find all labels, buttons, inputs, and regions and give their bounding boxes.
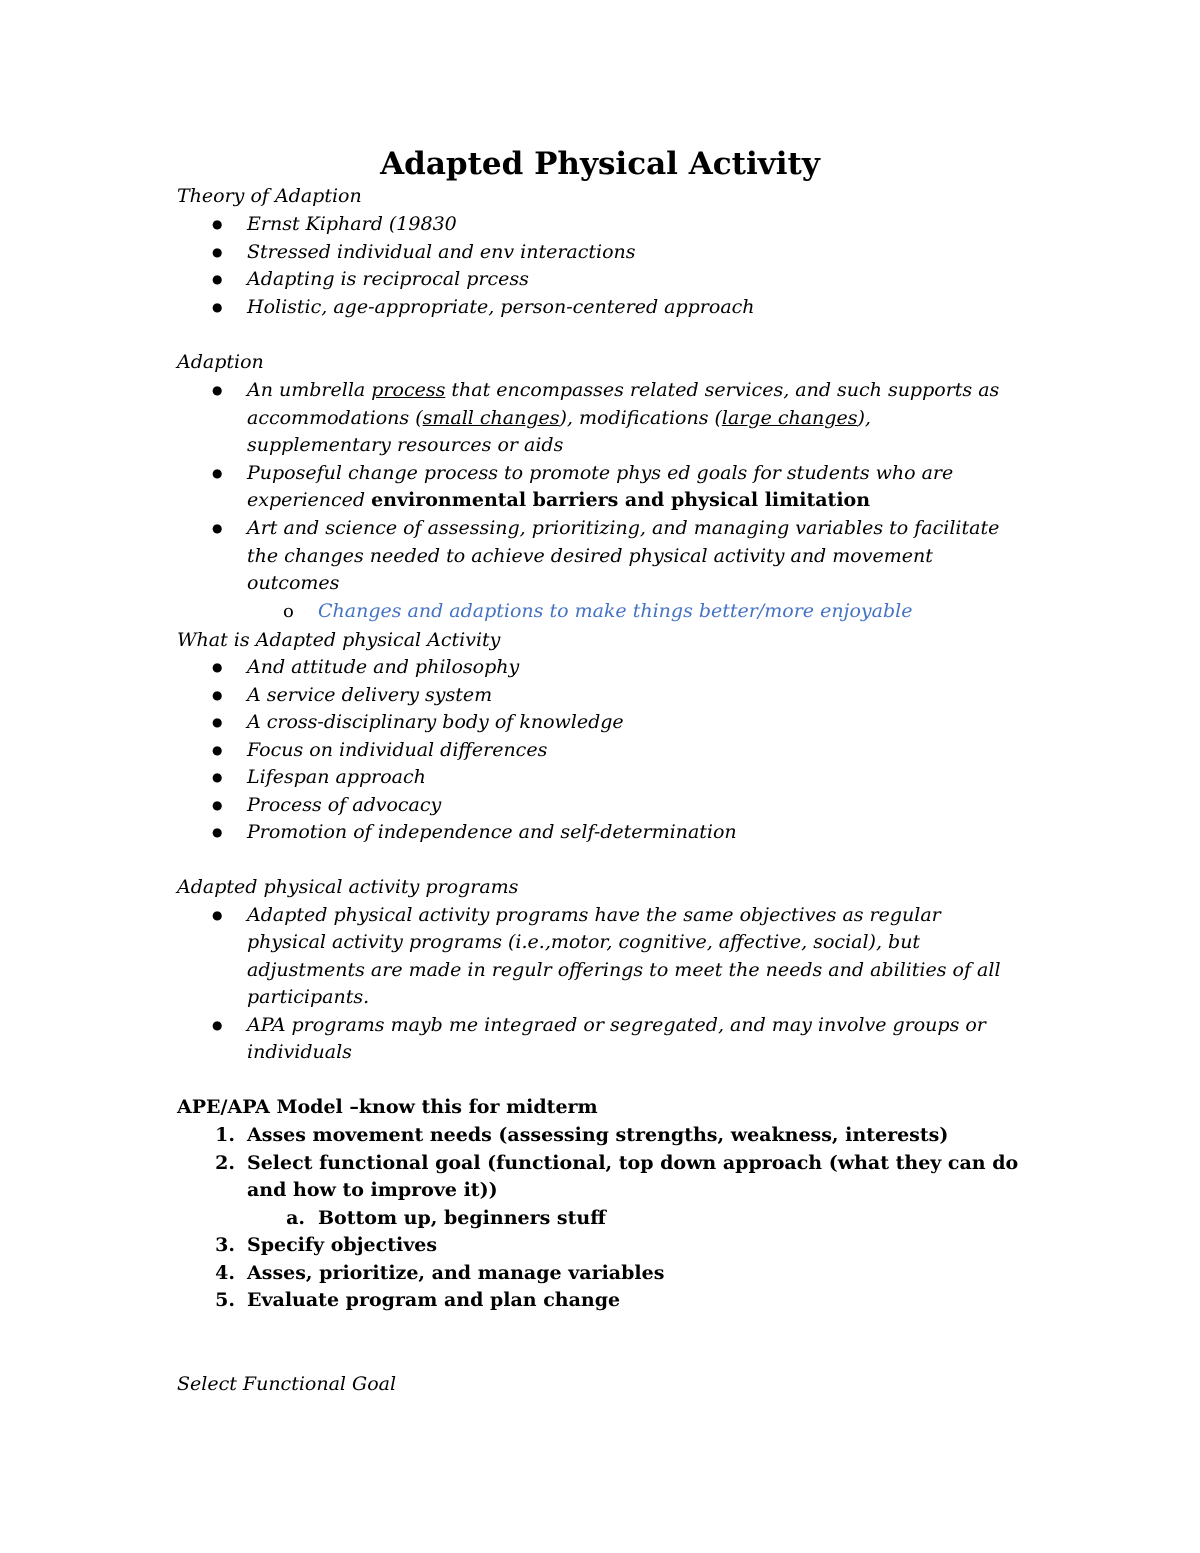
list-item-line: adjustments are made in regulr offerings to meet the needs and abilities of all (247, 959, 1001, 981)
list-number: 4. (215, 1262, 235, 1284)
list-item: Adapting is reciprocal prcess (247, 268, 529, 290)
bullet-icon: ● (212, 1018, 223, 1032)
bullet-icon: ● (212, 217, 223, 231)
numbered-item: Evaluate program and plan change (247, 1289, 621, 1311)
section-heading-adaption: Adaption (177, 351, 264, 373)
list-item: Stressed individual and env interactions (247, 241, 636, 263)
list-item: Focus on individual differences (247, 739, 548, 761)
underlined-text: process (371, 379, 446, 401)
list-item-line: Art and science of assessing, prioritizing, and managing variables to facilitate (247, 517, 1000, 539)
bullet-icon: ● (212, 743, 223, 757)
bullet-icon: ● (212, 300, 223, 314)
list-item-line: Adapted physical activity programs have the same objectives as regular (247, 904, 941, 926)
bullet-icon: ● (212, 688, 223, 702)
bullet-icon: ● (212, 770, 223, 784)
list-item: Promotion of independence and self-determination (247, 821, 737, 843)
bullet-icon: ● (212, 715, 223, 729)
list-letter: a. (286, 1207, 305, 1229)
bullet-icon: ● (212, 521, 223, 535)
list-number: 2. (215, 1152, 235, 1174)
numbered-item: Select functional goal (functional, top down approach (what they can do (247, 1152, 1019, 1174)
bullet-icon: ● (212, 272, 223, 286)
sub-list-item: Changes and adaptions to make things better/more enjoyable (318, 600, 913, 622)
list-item-line: outcomes (247, 572, 340, 594)
list-item-line: individuals (247, 1041, 352, 1063)
section-heading-model: APE/APA Model –know this for midterm (177, 1096, 598, 1118)
numbered-item-line: and how to improve it)) (247, 1179, 498, 1201)
section-heading-what-is: What is Adapted physical Activity (177, 629, 501, 651)
list-item-line: physical activity programs (i.e.,motor, cognitive, affective, social), but (247, 931, 921, 953)
underlined-text: large changes (721, 407, 858, 429)
list-item-line: An umbrella process that encompasses related services, and such supports as (247, 379, 1000, 401)
bullet-icon: ● (212, 466, 223, 480)
bullet-icon: ● (212, 383, 223, 397)
section-heading-theory: Theory of Adaption (177, 185, 362, 207)
bullet-icon: ● (212, 798, 223, 812)
list-item-line: participants. (247, 986, 370, 1008)
list-item: Process of advocacy (247, 794, 442, 816)
section-heading-programs: Adapted physical activity programs (177, 876, 519, 898)
numbered-item: Asses movement needs (assessing strengths, weakness, interests) (247, 1124, 949, 1146)
list-item: A service delivery system (247, 684, 493, 706)
sub-numbered-item: Bottom up, beginners stuff (318, 1207, 606, 1229)
list-item-line: supplementary resources or aids (247, 434, 564, 456)
hollow-bullet-icon: o (283, 601, 294, 622)
bullet-icon: ● (212, 245, 223, 259)
numbered-item: Specify objectives (247, 1234, 438, 1256)
list-item: Holistic, age-appropriate, person-centered approach (247, 296, 755, 318)
list-item-line: experienced environmental barriers and physical limitation (247, 489, 871, 511)
list-item: Lifespan approach (247, 766, 426, 788)
underlined-text: small changes (422, 407, 560, 429)
numbered-item: Asses, prioritize, and manage variables (247, 1262, 665, 1284)
bullet-icon: ● (212, 660, 223, 674)
list-number: 1. (215, 1124, 235, 1146)
list-number: 3. (215, 1234, 235, 1256)
bullet-icon: ● (212, 825, 223, 839)
bold-text: environmental barriers and physical limitation (371, 489, 871, 511)
list-number: 5. (215, 1289, 235, 1311)
bullet-icon: ● (212, 908, 223, 922)
list-item-line: the changes needed to achieve desired physical activity and movement (247, 545, 933, 567)
list-item: Ernst Kiphard (19830 (247, 213, 457, 235)
document-title: Adapted Physical Activity (380, 146, 820, 182)
list-item-line: accommodations (small changes), modifications (large changes), (247, 407, 871, 429)
section-heading-select-goal: Select Functional Goal (177, 1373, 397, 1395)
list-item-line: Puposeful change process to promote phys ed goals for students who are (247, 462, 954, 484)
list-item-line: APA programs mayb me integraed or segregated, and may involve groups or (247, 1014, 986, 1036)
list-item: And attitude and philosophy (247, 656, 520, 678)
list-item: A cross-disciplinary body of knowledge (247, 711, 624, 733)
